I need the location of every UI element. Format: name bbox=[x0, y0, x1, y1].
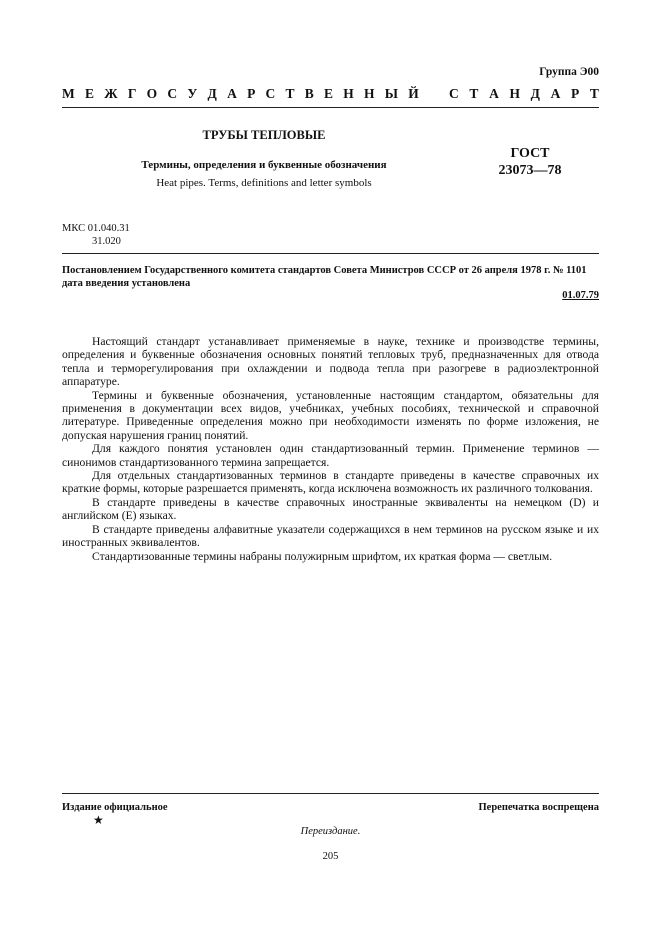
paragraph-4: Для отдельных стандартизованных терминов в стандарте приведены в качестве справочных их краткие формы, которые разрешается применять, когда исключена возможность их различного толкования. bbox=[62, 469, 599, 496]
banner-standard: С Т А Н Д А Р Т bbox=[449, 86, 599, 101]
effective-date: 01.07.79 bbox=[562, 290, 599, 301]
mks-codes bbox=[62, 223, 130, 248]
paragraph-5: В стандарте приведены в качестве справочных иностранные эквиваленты на немецком (D) и английском (E) языках. bbox=[62, 495, 599, 523]
document-subtitle: Термины, определения и буквенные обозначения bbox=[141, 159, 387, 171]
page-number: 205 bbox=[322, 851, 339, 862]
mid-divider bbox=[62, 253, 599, 254]
document-title: ТРУБЫ ТЕПЛОВЫЕ bbox=[202, 128, 326, 142]
group-code: Группа Э00 bbox=[539, 66, 599, 78]
paragraph-2: Термины и буквенные обозначения, установленные настоящим стандартом, обязательны для применения в документации всех видов, учебниках, учебных пособиях, технической и справочной литературе. Приведенные определения можно при необходимости изменять по форме изложения, не допуская нарушения границ понятий. bbox=[62, 388, 599, 442]
paragraph-1: Настоящий стандарт устанавливает применяемые в науке, технике и производстве термины, определения и буквенные обозначения основных понятий тепловых труб, предназначенных для отвода тепла и терморегулирования при охлаждении и подвода тепла при разогреве в радиоэлектронной аппаратуре. bbox=[62, 335, 599, 389]
top-divider bbox=[62, 107, 599, 108]
banner-interstate: М Е Ж Г О С У Д А Р С Т В Е Н Н Ы Й bbox=[62, 86, 419, 101]
decree-text: Постановлением Государственного комитета стандартов Совета Министров СССР от 26 апреля 1978 г. № 1101 дата введения установлена bbox=[62, 265, 587, 289]
gost-number: 23073—78 bbox=[498, 163, 562, 178]
official-edition: Издание официальное bbox=[62, 802, 168, 813]
star-icon: ★ bbox=[93, 813, 104, 827]
title-block bbox=[100, 128, 428, 189]
mks-line-2: 31.020 bbox=[92, 235, 121, 247]
paragraph-3: Для каждого понятия установлен один стандартизованный термин. Применение терминов — синонимов стандартизованного термина запрещается. bbox=[62, 442, 599, 469]
paragraph-6: В стандарте приведены алфавитные указатели содержащихся в нем терминов на русском языке и их иностранных эквивалентов. bbox=[62, 522, 599, 550]
document-title-english: Heat pipes. Terms, definitions and letter symbols bbox=[156, 177, 372, 189]
standard-banner bbox=[62, 86, 599, 102]
gost-designation bbox=[490, 145, 570, 179]
decree-block bbox=[62, 264, 599, 301]
paragraph-7: Стандартизованные термины набраны полужирным шрифтом, их краткая форма — светлым. bbox=[92, 549, 553, 563]
mks-line-1: МКС 01.040.31 bbox=[62, 223, 130, 234]
reprint-prohibited: Перепечатка воспрещена bbox=[478, 802, 599, 813]
body-text bbox=[62, 335, 599, 563]
reissue-note: Переиздание. bbox=[300, 826, 361, 837]
gost-label: ГОСТ bbox=[510, 146, 550, 161]
footer-divider bbox=[62, 793, 599, 794]
